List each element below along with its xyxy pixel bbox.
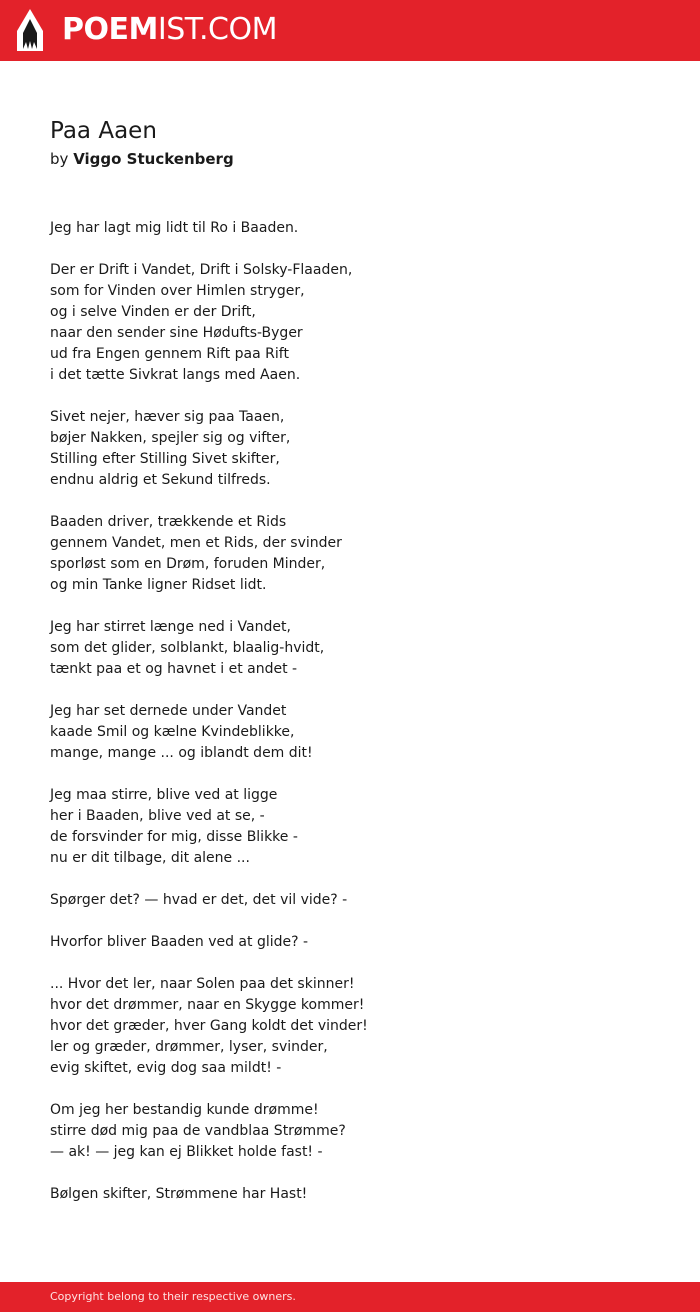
poem-author: Viggo Stuckenberg bbox=[73, 150, 234, 168]
site-brand-name bbox=[62, 10, 277, 50]
poem-text: Jeg har lagt mig lidt til Ro i Baaden. Der er Drift i Vandet, Drift i Solsky-Flaaden, som for Vinden over Himlen stryger, og i selve Vinden er der Drift, naar den sender sine Hødufts-Byger ud fra Engen gennem Rift paa Rift i det tætte Sivkrat langs med Aaen. Sivet nejer, hæver sig paa Taaen, bøjer Nakken, spejler sig og vifter, Stilling efter Stilling Sivet skifter, endnu aldrig et Sekund tilfreds. Baaden driver, trækkende et Rids gennem Vandet, men et Rids, der svinder sporløst som en Drøm, foruden Minder, og min Tanke ligner Ridset lidt. Jeg har stirret længe ned i Vandet, som det glider, solblankt, blaalig-hvidt, tænkt paa et og havnet i et andet - Jeg har set dernede under Vandet kaade Smil og kælne Kvindeblikke, mange, mange ... og iblandt dem dit! Jeg maa stirre, blive ved at ligge her i Baaden, blive ved at se, - de forsvinder for mig, disse Blikke - nu er dit tilbage, dit alene ... Spørger det? — hvad er det, det vil vide? - Hvorfor bliver Baaden ved at glide? - ... Hvor det ler, naar Solen paa det skinner! hvor det drømmer, naar en Skygge kommer! hvor det græder, hver Gang koldt det vinder! ler og græder, drømmer, lyser, svinder, evig skiftet, evig dog saa mildt! - Om jeg her bestandig kunde drømme! stirre død mig paa de vandblaa Strømme? — ak! — jeg kan ej Blikket holde fast! - Bølgen skifter, Strømmene har Hast! bbox=[50, 220, 368, 1202]
poem-title: Paa Aaen bbox=[50, 118, 157, 144]
poem-byline bbox=[50, 148, 234, 170]
byline-by-label: by bbox=[50, 150, 69, 168]
pen-nib-logo-icon bbox=[17, 9, 43, 51]
copyright-notice: Copyright belong to their respective owners. bbox=[50, 1290, 296, 1303]
site-footer bbox=[0, 1282, 700, 1312]
site-header bbox=[0, 0, 700, 61]
brand-name-bold: POEM bbox=[62, 12, 158, 47]
site-logo-link[interactable] bbox=[17, 9, 277, 51]
brand-name-light: IST.COM bbox=[157, 12, 277, 47]
